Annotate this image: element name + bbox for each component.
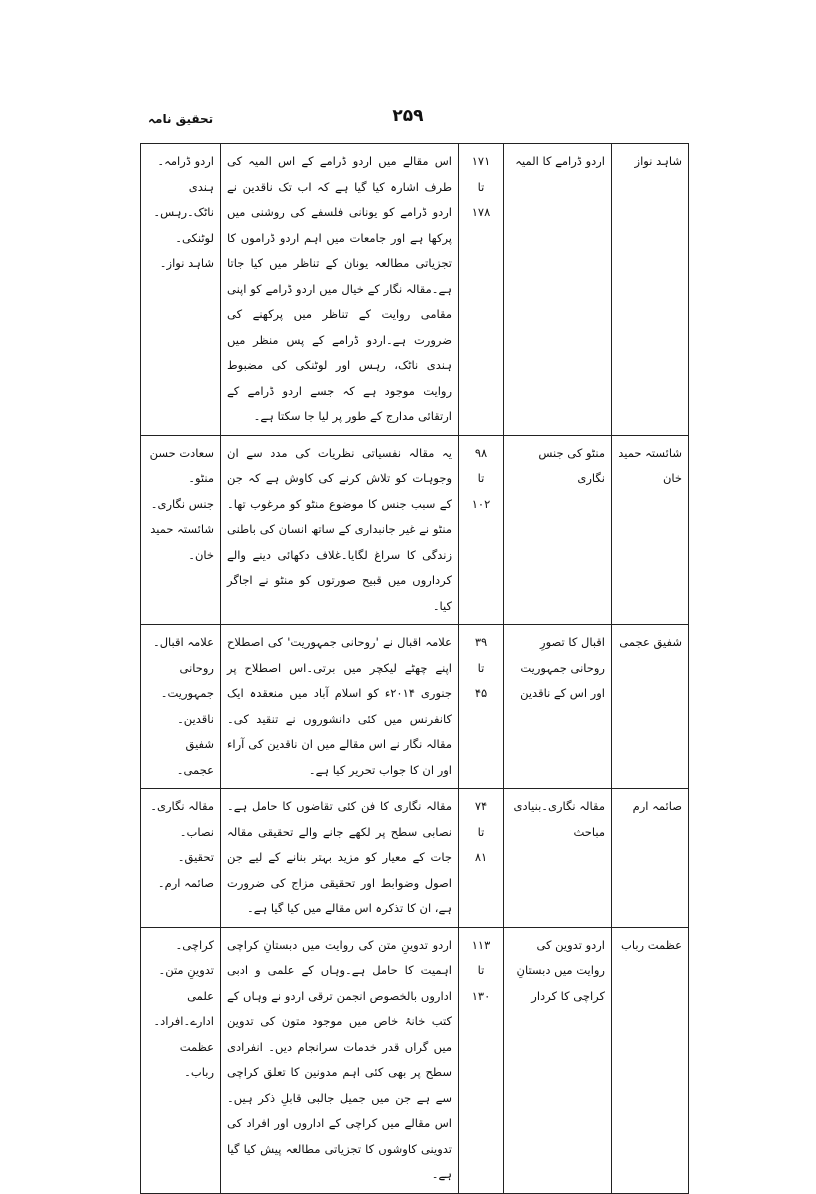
author-cell: عظمت رباب (612, 927, 689, 1193)
page-number: ۲۵۹ (392, 106, 424, 126)
keyword: کراچی۔ (175, 937, 214, 952)
keyword: جنس نگاری۔ (150, 496, 214, 511)
page-to: تا (477, 963, 485, 977)
page-end: ۱۰۲ (471, 496, 491, 511)
page-range-cell (459, 927, 504, 1193)
page-to: تا (477, 471, 485, 485)
keyword: شائستہ حمید خان۔ (150, 522, 214, 562)
page-to: تا (477, 660, 485, 675)
article-index-table (140, 143, 689, 1194)
keywords-cell (141, 144, 221, 436)
keyword: لوٹنکی۔ (175, 230, 214, 245)
keyword: ناقدین۔ (177, 711, 214, 726)
keyword: سعادت حسن منٹو۔ (149, 445, 214, 485)
keywords-cell (141, 625, 221, 789)
page-start: ۹۸ (474, 445, 488, 460)
table-row (141, 927, 689, 1193)
table-row (141, 435, 689, 625)
article-title-cell: اردو تدوین کی روایت میں دبستانِ کراچی کا کردار (504, 927, 612, 1193)
running-header: تحقیق نامہ (148, 112, 214, 126)
keyword: نصاب۔تحقیق۔ (177, 824, 214, 864)
summary-cell: یہ مقالہ نفسیاتی نظریات کی مدد سے ان وجوہات کو تلاش کرنے کی کاوش ہے کہ جن کے سبب جنس کا موضوع منٹو کو مرغوب تھا۔منٹو نے غیر جانبداری کے ساتھ انسان کی باطنی زندگی کا سراغ لگایا۔غلاف دکھائی دینے والے کرداروں میں قبیح صورتوں کو منٹو نے اجاگر کیا۔ (221, 435, 459, 625)
table-row (141, 144, 689, 436)
page-start: ۱۷۱ (471, 154, 491, 168)
keywords-cell (141, 789, 221, 928)
page-end: ۱۳۰ (471, 988, 491, 1003)
keyword: اردو ڈرامہ۔ہندی (157, 154, 214, 194)
summary-cell: اردو تدوینِ متن کی روایت میں دبستانِ کراچی اہمیت کا حامل ہے۔وہاں کے علمی و ادبی اداروں بالخصوص انجمن ترقی اردو نے وہاں کے کتب خانۂ خاص میں موجود متون کی تدوین میں گراں قدر خدمات سرانجام دیں۔ انفرادی سطح پر بھی کئی اہم مدونین کا تعلق کراچی سے ہے جن میں جمیل جالبی قابلِ ذکر ہیں۔اس مقالے میں کراچی کے اداروں اور افراد کی تدوینی کاوشوں کا تجزیاتی مطالعہ پیش کیا گیا ہے۔ (221, 927, 459, 1193)
author-cell: شائستہ حمید خان (612, 435, 689, 625)
page-to: تا (477, 179, 485, 194)
table-row (141, 789, 689, 928)
summary-cell: اس مقالے میں اردو ڈرامے کے اس المیہ کی طرف اشارہ کیا گیا ہے کہ اب تک ناقدین نے اردو ڈرامے کو یونانی فلسفے کی روشنی میں پرکھا ہے اور جامعات میں اہم اردو ڈراموں کا تجزیاتی مطالعہ یونان کے تناظر میں کیا جاتا ہے۔مقالہ نگار کے خیال میں اردو ڈرامے کو اپنی مقامی روایت کے تناظر میں پرکھنے کی ضرورت ہے۔اردو ڈرامے کے پس منظر میں ہندی ناٹک، رہس اور لوٹنکی کی مضبوط روایت موجود ہے کہ جسے اردو ڈرامے کے ارتقائی مدارج کے طور پر لیا جا سکتا ہے۔ (221, 144, 459, 436)
page-range-cell (459, 625, 504, 789)
keyword: ناٹک۔رہس۔ (153, 205, 214, 219)
keyword: تدوینِ متن۔علمی (158, 963, 214, 1003)
author-cell: صائمہ ارم (612, 789, 689, 928)
keyword: ادارے۔افراد۔ (153, 1014, 214, 1028)
page-range-cell (459, 435, 504, 625)
page-range-cell (459, 144, 504, 436)
page-start: ۷۴ (474, 799, 488, 813)
summary-cell: علامہ اقبال نے 'روحانی جمہوریت' کی اصطلاح اپنے چھٹے لیکچر میں برتی۔اس اصطلاح پر جنوری ۲۰۱۴ء کو اسلام آباد میں منعقدہ ایک کانفرنس میں کئی دانشوروں نے تنقید کی۔مقالہ نگار نے اس مقالے میں ان ناقدین کی آراء اور ان کا جواب تحریر کیا ہے۔ (221, 625, 459, 789)
keywords-cell (141, 927, 221, 1193)
author-cell: شفیق عجمی (612, 625, 689, 789)
keyword: مقالہ نگاری۔ (150, 799, 214, 813)
article-title-cell: مقالہ نگاری۔بنیادی مباحث (504, 789, 612, 928)
page-end: ۸۱ (474, 850, 488, 864)
table-row (141, 625, 689, 789)
keyword: علامہ اقبال۔ (152, 635, 214, 649)
keyword: روحانی جمہوریت۔ (160, 660, 214, 700)
page-start: ۱۱۳ (471, 937, 491, 952)
page-end: ۴۵ (474, 686, 488, 700)
keyword: عظمت رباب۔ (179, 1039, 214, 1079)
article-title-cell: اردو ڈرامے کا المیہ (504, 144, 612, 436)
article-title-cell: اقبال کا تصورِ روحانی جمہوریت اور اس کے ناقدین (504, 625, 612, 789)
page-to: تا (477, 824, 485, 839)
page-end: ۱۷۸ (471, 205, 491, 219)
page-range-cell (459, 789, 504, 928)
summary-cell: مقالہ نگاری کا فن کئی تقاضوں کا حامل ہے۔نصابی سطح پر لکھے جانے والے تحقیقی مقالہ جات کے معیار کو مزید بہتر بنانے کے لیے جن اصول وضوابط اور تحقیقی مزاج کی ضرورت ہے، ان کا تذکرہ اس مقالے میں کیا گیا ہے۔ (221, 789, 459, 928)
author-cell: شاہد نواز (612, 144, 689, 436)
keyword: شاہد نواز۔ (159, 256, 214, 270)
keyword: شفیق عجمی۔ (176, 737, 214, 777)
keywords-cell (141, 435, 221, 625)
page-start: ۳۹ (474, 635, 488, 649)
keyword: صائمہ ارم۔ (157, 875, 214, 890)
article-title-cell: منٹو کی جنس نگاری (504, 435, 612, 625)
